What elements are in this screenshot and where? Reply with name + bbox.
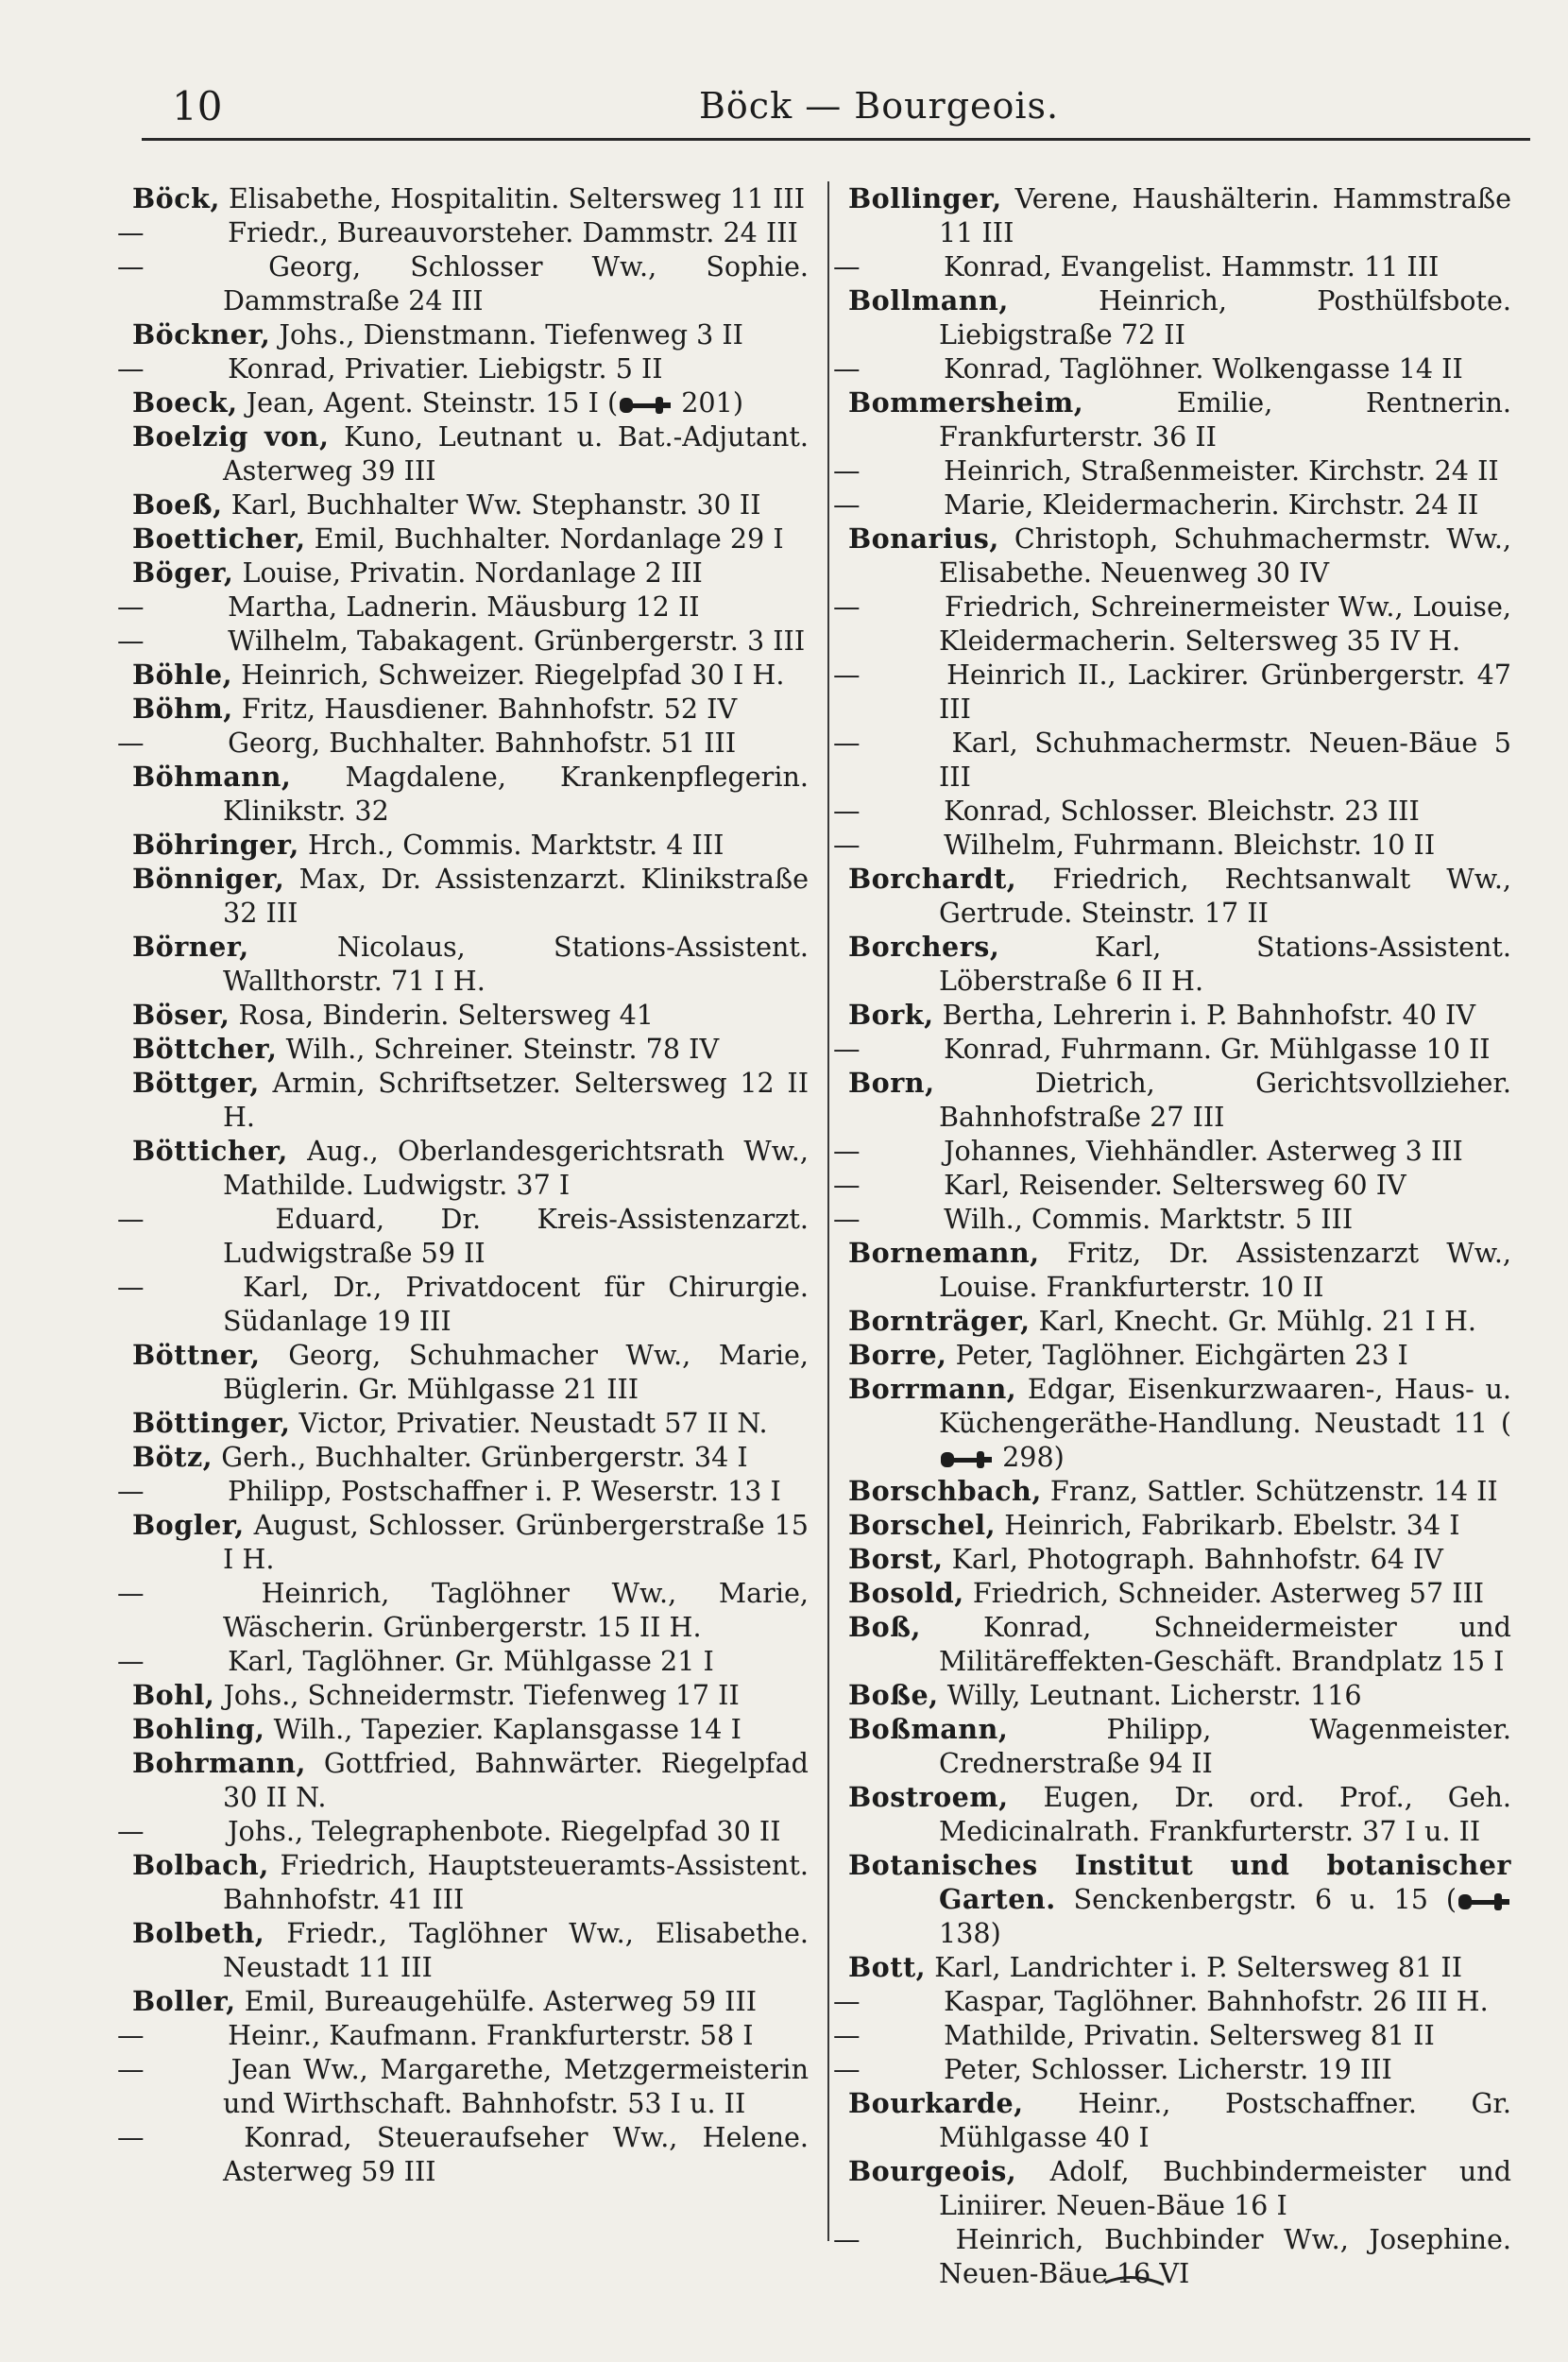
entry-details: Heinrich, Posthülfsbote. Liebigstraße 72 II xyxy=(939,284,1511,351)
entry-surname: Bohrmann, xyxy=(132,1747,306,1779)
entry-surname: Börner, xyxy=(132,931,249,963)
entry-surname: Bourkarde, xyxy=(848,2087,1024,2119)
ditto-dash: — xyxy=(117,590,145,623)
entry-details: Armin, Schriftsetzer. Seltersweg 12 II H. xyxy=(223,1067,809,1133)
header-rule xyxy=(142,138,1530,141)
directory-entry xyxy=(848,1304,1511,1338)
entry-surname: Bourgeois, xyxy=(848,2155,1017,2187)
entry-surname: Böckner, xyxy=(132,318,271,351)
directory-entry xyxy=(848,1678,1511,1712)
entry-details: Konrad, Steueraufseher Ww., Helene. Asterweg 59 III xyxy=(219,2121,809,2187)
entry-details: Peter, Schlosser. Licherstr. 19 III xyxy=(935,2053,1392,2085)
directory-entry xyxy=(132,862,809,930)
directory-entry xyxy=(848,1338,1511,1372)
directory-entry xyxy=(833,1134,1511,1168)
entry-surname: Boßmann, xyxy=(848,1713,1009,1745)
entry-details: Christoph, Schuhmachermstr. Ww., Elisabethe. Neuenweg 30 IV xyxy=(939,522,1511,589)
entry-details: Karl, Stations-Assistent. Löberstraße 6 II H. xyxy=(939,931,1511,997)
ditto-dash: — xyxy=(833,1135,861,1167)
entry-details: Max, Dr. Assistenzarzt. Klinikstraße 32 III xyxy=(223,863,809,929)
entry-surname: Bötticher, xyxy=(132,1135,288,1167)
entry-surname: Bork, xyxy=(848,999,934,1031)
closing-paren: ) xyxy=(1053,1441,1065,1473)
directory-entry xyxy=(132,760,809,828)
directory-entry xyxy=(117,351,809,385)
entry-surname: Botanisches Institut und botanischer Garten. xyxy=(848,1849,1511,1915)
ditto-dash: — xyxy=(833,795,861,827)
entry-details: Gottfried, Bahnwärter. Riegelpfad 30 II N. xyxy=(223,1747,809,1813)
entry-details: Verene, Haushälterin. Hammstraße 11 III xyxy=(939,182,1511,248)
ditto-dash: — xyxy=(117,1645,145,1677)
directory-entry xyxy=(848,1372,1511,1474)
directory-entry xyxy=(848,1474,1511,1508)
directory-entry xyxy=(848,1610,1511,1678)
ditto-dash: — xyxy=(117,1271,145,1303)
directory-entry xyxy=(117,1202,809,1270)
entry-surname: Bollmann, xyxy=(848,284,1009,317)
entry-surname: Bolbeth, xyxy=(132,1917,265,1949)
directory-entry xyxy=(132,1134,809,1202)
directory-entry xyxy=(132,1032,809,1066)
ditto-dash: — xyxy=(833,590,861,623)
entry-surname: Böttcher, xyxy=(132,1033,278,1065)
directory-entry xyxy=(132,1712,809,1746)
directory-entry xyxy=(132,930,809,998)
telephone-icon xyxy=(1457,1891,1511,1912)
entry-surname: Bollinger, xyxy=(848,182,1002,214)
directory-entry xyxy=(117,1576,809,1644)
entry-details: Martha, Ladnerin. Mäusburg 12 II xyxy=(219,590,700,623)
entry-details: Senckenbergstr. 6 u. 15 ( xyxy=(1055,1883,1457,1915)
directory-entry xyxy=(117,1474,809,1508)
entry-surname: Böser, xyxy=(132,999,230,1031)
directory-entry xyxy=(833,794,1511,828)
directory-entry xyxy=(833,2018,1511,2052)
entry-surname: Boeß, xyxy=(132,488,223,521)
entry-details: Georg, Schuhmacher Ww., Marie, Büglerin. Gr. Mühlgasse 21 III xyxy=(223,1339,809,1405)
directory-entry xyxy=(833,1032,1511,1066)
directory-entry xyxy=(132,181,809,215)
entry-details: Johs., Telegraphenbote. Riegelpfad 30 II xyxy=(219,1815,781,1847)
directory-entry xyxy=(117,590,809,624)
directory-entry xyxy=(833,249,1511,283)
telephone-number: 298 xyxy=(994,1441,1054,1473)
ditto-dash: — xyxy=(833,250,861,282)
entry-details: Konrad, Evangelist. Hammstr. 11 III xyxy=(935,250,1440,282)
entry-surname: Bonarius, xyxy=(848,522,999,555)
entry-details: Johannes, Viehhändler. Asterweg 3 III xyxy=(935,1135,1463,1167)
directory-entry xyxy=(132,488,809,522)
ditto-dash: — xyxy=(833,659,861,691)
directory-entry xyxy=(848,1848,1511,1950)
entry-details: Karl, Buchhalter Ww. Stephanstr. 30 II xyxy=(222,488,761,521)
entry-details: Edgar, Eisenkurzwaaren-, Haus- u. Küchengeräthe-Handlung. Neustadt 11 ( xyxy=(939,1373,1511,1439)
entry-details: Friedrich, Schreinermeister Ww., Louise, Kleidermacherin. Seltersweg 35 IV H. xyxy=(935,590,1511,657)
ditto-dash: — xyxy=(833,1033,861,1065)
entry-details: Friedrich, Hauptsteueramts-Assistent. Bahnhofstr. 41 III xyxy=(223,1849,809,1915)
entry-surname: Borschel, xyxy=(848,1509,997,1541)
entry-surname: Boeck, xyxy=(132,386,238,419)
entry-details: Wilhelm, Fuhrmann. Bleichstr. 10 II xyxy=(935,829,1436,861)
entry-details: Konrad, Taglöhner. Wolkengasse 14 II xyxy=(935,352,1463,385)
directory-entry xyxy=(117,2018,809,2052)
ditto-dash: — xyxy=(833,1203,861,1235)
entry-surname: Bohling, xyxy=(132,1713,265,1745)
entry-surname: Borchers, xyxy=(848,931,1000,963)
entry-details: Konrad, Privatier. Liebigstr. 5 II xyxy=(219,352,663,385)
entry-surname: Bolbach, xyxy=(132,1849,269,1881)
entry-surname: Böhringer, xyxy=(132,829,299,861)
directory-entry xyxy=(833,726,1511,794)
right-column xyxy=(833,181,1511,2290)
entry-surname: Bornträger, xyxy=(848,1305,1031,1337)
entry-surname: Böhle, xyxy=(132,659,233,691)
entry-surname: Böhm, xyxy=(132,693,233,725)
directory-entry xyxy=(132,1746,809,1814)
entry-details: August, Schlosser. Grünbergerstraße 15 I H. xyxy=(223,1509,809,1575)
entry-surname: Bosold, xyxy=(848,1577,964,1609)
directory-entry xyxy=(132,1916,809,1984)
entry-details: Konrad, Fuhrmann. Gr. Mühlgasse 10 II xyxy=(935,1033,1491,1065)
entry-details: Franz, Sattler. Schützenstr. 14 II xyxy=(1041,1475,1498,1507)
entry-surname: Bohl, xyxy=(132,1679,215,1711)
ditto-dash: — xyxy=(117,2053,145,2085)
entry-surname: Borst, xyxy=(848,1543,944,1575)
directory-entry xyxy=(132,1406,809,1440)
entry-surname: Born, xyxy=(848,1067,935,1099)
entry-details: Marie, Kleidermacherin. Kirchstr. 24 II xyxy=(935,488,1479,521)
directory-entry xyxy=(132,1678,809,1712)
directory-entry xyxy=(117,1270,809,1338)
directory-entry xyxy=(833,590,1511,658)
entry-details: Karl, Landrichter i. P. Seltersweg 81 II xyxy=(926,1951,1462,1983)
entry-surname: Borre, xyxy=(848,1339,947,1371)
entry-surname: Böhmann, xyxy=(132,761,292,793)
entry-details: Peter, Taglöhner. Eichgärten 23 I xyxy=(946,1339,1408,1371)
entry-surname: Borrmann, xyxy=(848,1373,1017,1405)
page-header xyxy=(142,74,1530,140)
entry-details: Heinr., Postschaffner. Gr. Mühlgasse 40 I xyxy=(939,2087,1511,2153)
entry-surname: Bogler, xyxy=(132,1509,245,1541)
telephone-number: 138 xyxy=(939,1917,991,1949)
directory-entry xyxy=(117,1644,809,1678)
entry-surname: Borschbach, xyxy=(848,1475,1042,1507)
entry-details: Willy, Leutnant. Licherstr. 116 xyxy=(938,1679,1362,1711)
entry-details: Gerh., Buchhalter. Grünbergerstr. 34 I xyxy=(213,1441,748,1473)
entry-surname: Boß, xyxy=(848,1611,921,1643)
entry-details: Heinrich, Fabrikarb. Ebelstr. 34 I xyxy=(996,1509,1460,1541)
directory-entry xyxy=(833,828,1511,862)
entry-details: Friedr., Taglöhner Ww., Elisabethe. Neustadt 11 III xyxy=(223,1917,809,1983)
directory-entry xyxy=(132,1440,809,1474)
directory-entry xyxy=(848,1780,1511,1848)
entry-details: Karl, Photograph. Bahnhofstr. 64 IV xyxy=(943,1543,1443,1575)
entry-details: Bertha, Lehrerin i. P. Bahnhofstr. 40 IV xyxy=(933,999,1475,1031)
ditto-dash: — xyxy=(117,625,145,657)
ditto-dash: — xyxy=(117,216,145,248)
entry-surname: Bornemann, xyxy=(848,1237,1040,1269)
entry-details: Fritz, Hausdiener. Bahnhofstr. 52 IV xyxy=(232,693,738,725)
directory-entry xyxy=(848,930,1511,998)
entry-details: Adolf, Buchbindermeister und Liniirer. Neuen-Bäue 16 I xyxy=(939,2155,1511,2221)
entry-details: Georg, Buchhalter. Bahnhofstr. 51 III xyxy=(219,727,737,759)
directory-entry xyxy=(132,692,809,726)
directory-entry xyxy=(848,522,1511,590)
directory-entry xyxy=(848,2154,1511,2222)
entry-details: Philipp, Postschaffner i. P. Weserstr. 13 I xyxy=(219,1475,781,1507)
ditto-dash: — xyxy=(833,1169,861,1201)
closing-paren: ) xyxy=(990,1917,1001,1949)
ditto-dash: — xyxy=(117,250,145,282)
directory-entry xyxy=(848,2086,1511,2154)
entry-surname: Boelzig von, xyxy=(132,420,330,453)
directory-entry xyxy=(833,488,1511,522)
directory-entry xyxy=(132,1066,809,1134)
entry-details: Johs., Dienstmann. Tiefenweg 3 II xyxy=(270,318,743,351)
directory-entry xyxy=(132,1338,809,1406)
entry-details: Heinrich, Buchbinder Ww., Josephine. Neuen-Bäue 16 VI xyxy=(935,2223,1511,2289)
entry-details: Karl, Schuhmachermstr. Neuen-Bäue 5 III xyxy=(935,727,1511,793)
ditto-dash: — xyxy=(833,352,861,385)
entry-surname: Boße, xyxy=(848,1679,939,1711)
entry-details: Wilh., Tapezier. Kaplansgasse 14 I xyxy=(264,1713,741,1745)
entry-surname: Böck, xyxy=(132,182,220,214)
entry-details: Karl, Dr., Privatdocent für Chirurgie. Südanlage 19 III xyxy=(219,1271,809,1337)
entry-details: Wilh., Commis. Marktstr. 5 III xyxy=(935,1203,1354,1235)
directory-entry xyxy=(132,1508,809,1576)
directory-entry xyxy=(833,2052,1511,2086)
directory-entry xyxy=(132,385,809,419)
entry-surname: Böttner, xyxy=(132,1339,261,1371)
directory-entry xyxy=(848,998,1511,1032)
entry-surname: Böttger, xyxy=(132,1067,260,1099)
ditto-dash: — xyxy=(833,2019,861,2051)
entry-details: Kuno, Leutnant u. Bat.-Adjutant. Asterweg 39 III xyxy=(223,420,809,487)
directory-entry xyxy=(132,556,809,590)
entry-details: Nicolaus, Stations-Assistent. Wallthorstr. 71 I H. xyxy=(223,931,809,997)
ditto-dash: — xyxy=(117,1577,145,1609)
directory-entry xyxy=(848,181,1511,249)
ditto-dash: — xyxy=(117,1203,145,1235)
telephone-icon xyxy=(939,1449,994,1470)
directory-entry xyxy=(833,454,1511,488)
directory-entry xyxy=(132,522,809,556)
directory-entry xyxy=(848,1508,1511,1542)
ditto-dash: — xyxy=(833,1985,861,2017)
column-divider xyxy=(827,181,829,2241)
ditto-dash: — xyxy=(833,829,861,861)
directory-entry xyxy=(132,1848,809,1916)
directory-entry xyxy=(117,2052,809,2120)
entry-details: Emilie, Rentnerin. Frankfurterstr. 36 II xyxy=(939,386,1511,453)
directory-entry xyxy=(833,658,1511,726)
entry-details: Eduard, Dr. Kreis-Assistenzarzt. Ludwigstraße 59 II xyxy=(219,1203,809,1269)
entry-details: Eugen, Dr. ord. Prof., Geh. Medicinalrath. Frankfurterstr. 37 I u. II xyxy=(939,1781,1511,1847)
entry-details: Dietrich, Gerichtsvollzieher. Bahnhofstraße 27 III xyxy=(934,1067,1511,1133)
entry-details: Fritz, Dr. Assistenzarzt Ww., Louise. Frankfurterstr. 10 II xyxy=(939,1237,1511,1303)
directory-entry xyxy=(848,385,1511,454)
entry-details: Heinr., Kaufmann. Frankfurterstr. 58 I xyxy=(219,2019,754,2051)
ditto-dash: — xyxy=(833,2223,861,2255)
ditto-dash: — xyxy=(833,454,861,487)
entry-details: Emil, Bureaugehülfe. Asterweg 59 III xyxy=(235,1985,758,2017)
entry-details: Wilh., Schreiner. Steinstr. 78 IV xyxy=(277,1033,720,1065)
entry-details: Heinrich, Schweizer. Riegelpfad 30 I H. xyxy=(232,659,785,691)
directory-entry xyxy=(848,1236,1511,1304)
running-head: Böck — Bourgeois. xyxy=(699,85,1060,127)
entry-details: Konrad, Schlosser. Bleichstr. 23 III xyxy=(935,795,1420,827)
ditto-dash: — xyxy=(117,2019,145,2051)
telephone-icon xyxy=(618,395,673,416)
directory-entry xyxy=(117,2120,809,2188)
entry-details: Emil, Buchhalter. Nordanlage 29 I xyxy=(305,522,784,555)
directory-entry xyxy=(117,726,809,760)
ditto-dash: — xyxy=(117,2121,145,2153)
ditto-dash: — xyxy=(833,727,861,759)
directory-entry xyxy=(848,1576,1511,1610)
entry-details: Magdalene, Krankenpflegerin. Klinikstr. 32 xyxy=(223,761,809,827)
directory-entry xyxy=(833,351,1511,385)
entry-details: Jean, Agent. Steinstr. 15 I ( xyxy=(237,386,619,419)
entry-surname: Böttinger, xyxy=(132,1407,291,1439)
directory-entry xyxy=(848,862,1511,930)
entry-details: Heinrich II., Lackirer. Grünbergerstr. 47 III xyxy=(935,659,1511,725)
telephone-number: 201 xyxy=(673,386,733,419)
entry-details: Aug., Oberlandesgerichtsrath Ww., Mathilde. Ludwigstr. 37 I xyxy=(223,1135,809,1201)
entry-details: Hrch., Commis. Marktstr. 4 III xyxy=(298,829,724,861)
entry-details: Heinrich, Straßenmeister. Kirchstr. 24 II xyxy=(935,454,1499,487)
ditto-dash: — xyxy=(117,352,145,385)
directory-entry xyxy=(833,1168,1511,1202)
entry-details: Jean Ww., Margarethe, Metzgermeisterin und Wirthschaft. Bahnhofstr. 53 I u. II xyxy=(219,2053,809,2119)
directory-entry xyxy=(833,1984,1511,2018)
entry-surname: Bostroem, xyxy=(848,1781,1009,1813)
entry-details: Karl, Reisender. Seltersweg 60 IV xyxy=(935,1169,1406,1201)
entry-surname: Bönniger, xyxy=(132,863,285,895)
directory-entry xyxy=(848,1066,1511,1134)
ditto-dash: — xyxy=(833,2053,861,2085)
closing-paren: ) xyxy=(732,386,743,419)
directory-entry xyxy=(132,658,809,692)
entry-surname: Boetticher, xyxy=(132,522,306,555)
entry-details: Johs., Schneidermstr. Tiefenweg 17 II xyxy=(214,1679,740,1711)
entry-surname: Boller, xyxy=(132,1985,236,2017)
directory-entry xyxy=(117,249,809,317)
directory-entry xyxy=(848,1542,1511,1576)
ditto-dash: — xyxy=(117,727,145,759)
directory-entry xyxy=(848,1950,1511,1984)
directory-entry xyxy=(132,1984,809,2018)
entry-surname: Bott, xyxy=(848,1951,927,1983)
directory-entry xyxy=(117,215,809,249)
page-number: 10 xyxy=(172,83,223,129)
ditto-dash: — xyxy=(117,1815,145,1847)
entry-details: Louise, Privatin. Nordanlage 2 III xyxy=(233,556,703,589)
entry-details: Wilhelm, Tabakagent. Grünbergerstr. 3 III xyxy=(219,625,806,657)
entry-surname: Bommersheim, xyxy=(848,386,1084,419)
directory-entry xyxy=(848,283,1511,351)
entry-details: Rosa, Binderin. Seltersweg 41 xyxy=(230,999,654,1031)
directory-entry xyxy=(117,1814,809,1848)
entry-surname: Bötz, xyxy=(132,1441,213,1473)
directory-entry xyxy=(848,1712,1511,1780)
directory-entry xyxy=(833,2222,1511,2290)
entry-details: Victor, Privatier. Neustadt 57 II N. xyxy=(290,1407,768,1439)
entry-details: Philipp, Wagenmeister. Crednerstraße 94 II xyxy=(939,1713,1511,1779)
entry-details: Konrad, Schneidermeister und Militäreffekten-Geschäft. Brandplatz 15 I xyxy=(920,1611,1511,1677)
directory-entry xyxy=(833,1202,1511,1236)
entry-details: Georg, Schlosser Ww., Sophie. Dammstraße 24 III xyxy=(219,250,809,317)
directory-entry xyxy=(117,624,809,658)
directory-entry xyxy=(132,998,809,1032)
entry-details: Karl, Taglöhner. Gr. Mühlgasse 21 I xyxy=(219,1645,714,1677)
entry-details: Mathilde, Privatin. Seltersweg 81 II xyxy=(935,2019,1435,2051)
ditto-dash: — xyxy=(117,1475,145,1507)
entry-details: Friedrich, Schneider. Asterweg 57 III xyxy=(963,1577,1485,1609)
left-column xyxy=(117,181,809,2188)
entry-details: Heinrich, Taglöhner Ww., Marie, Wäscherin. Grünbergerstr. 15 II H. xyxy=(219,1577,809,1643)
ditto-dash: — xyxy=(833,488,861,521)
directory-entry xyxy=(132,828,809,862)
entry-surname: Böger, xyxy=(132,556,234,589)
entry-surname: Borchardt, xyxy=(848,863,1017,895)
entry-details: Elisabethe, Hospitalitin. Seltersweg 11 III xyxy=(219,182,806,214)
entry-details: Friedrich, Rechtsanwalt Ww., Gertrude. Steinstr. 17 II xyxy=(939,863,1511,929)
entry-details: Friedr., Bureauvorsteher. Dammstr. 24 III xyxy=(219,216,798,248)
entry-details: Karl, Knecht. Gr. Mühlg. 21 I H. xyxy=(1030,1305,1476,1337)
directory-entry xyxy=(132,317,809,351)
directory-entry xyxy=(132,419,809,488)
entry-details: Kaspar, Taglöhner. Bahnhofstr. 26 III H. xyxy=(935,1985,1489,2017)
printer-mark-icon xyxy=(1103,2268,1169,2290)
